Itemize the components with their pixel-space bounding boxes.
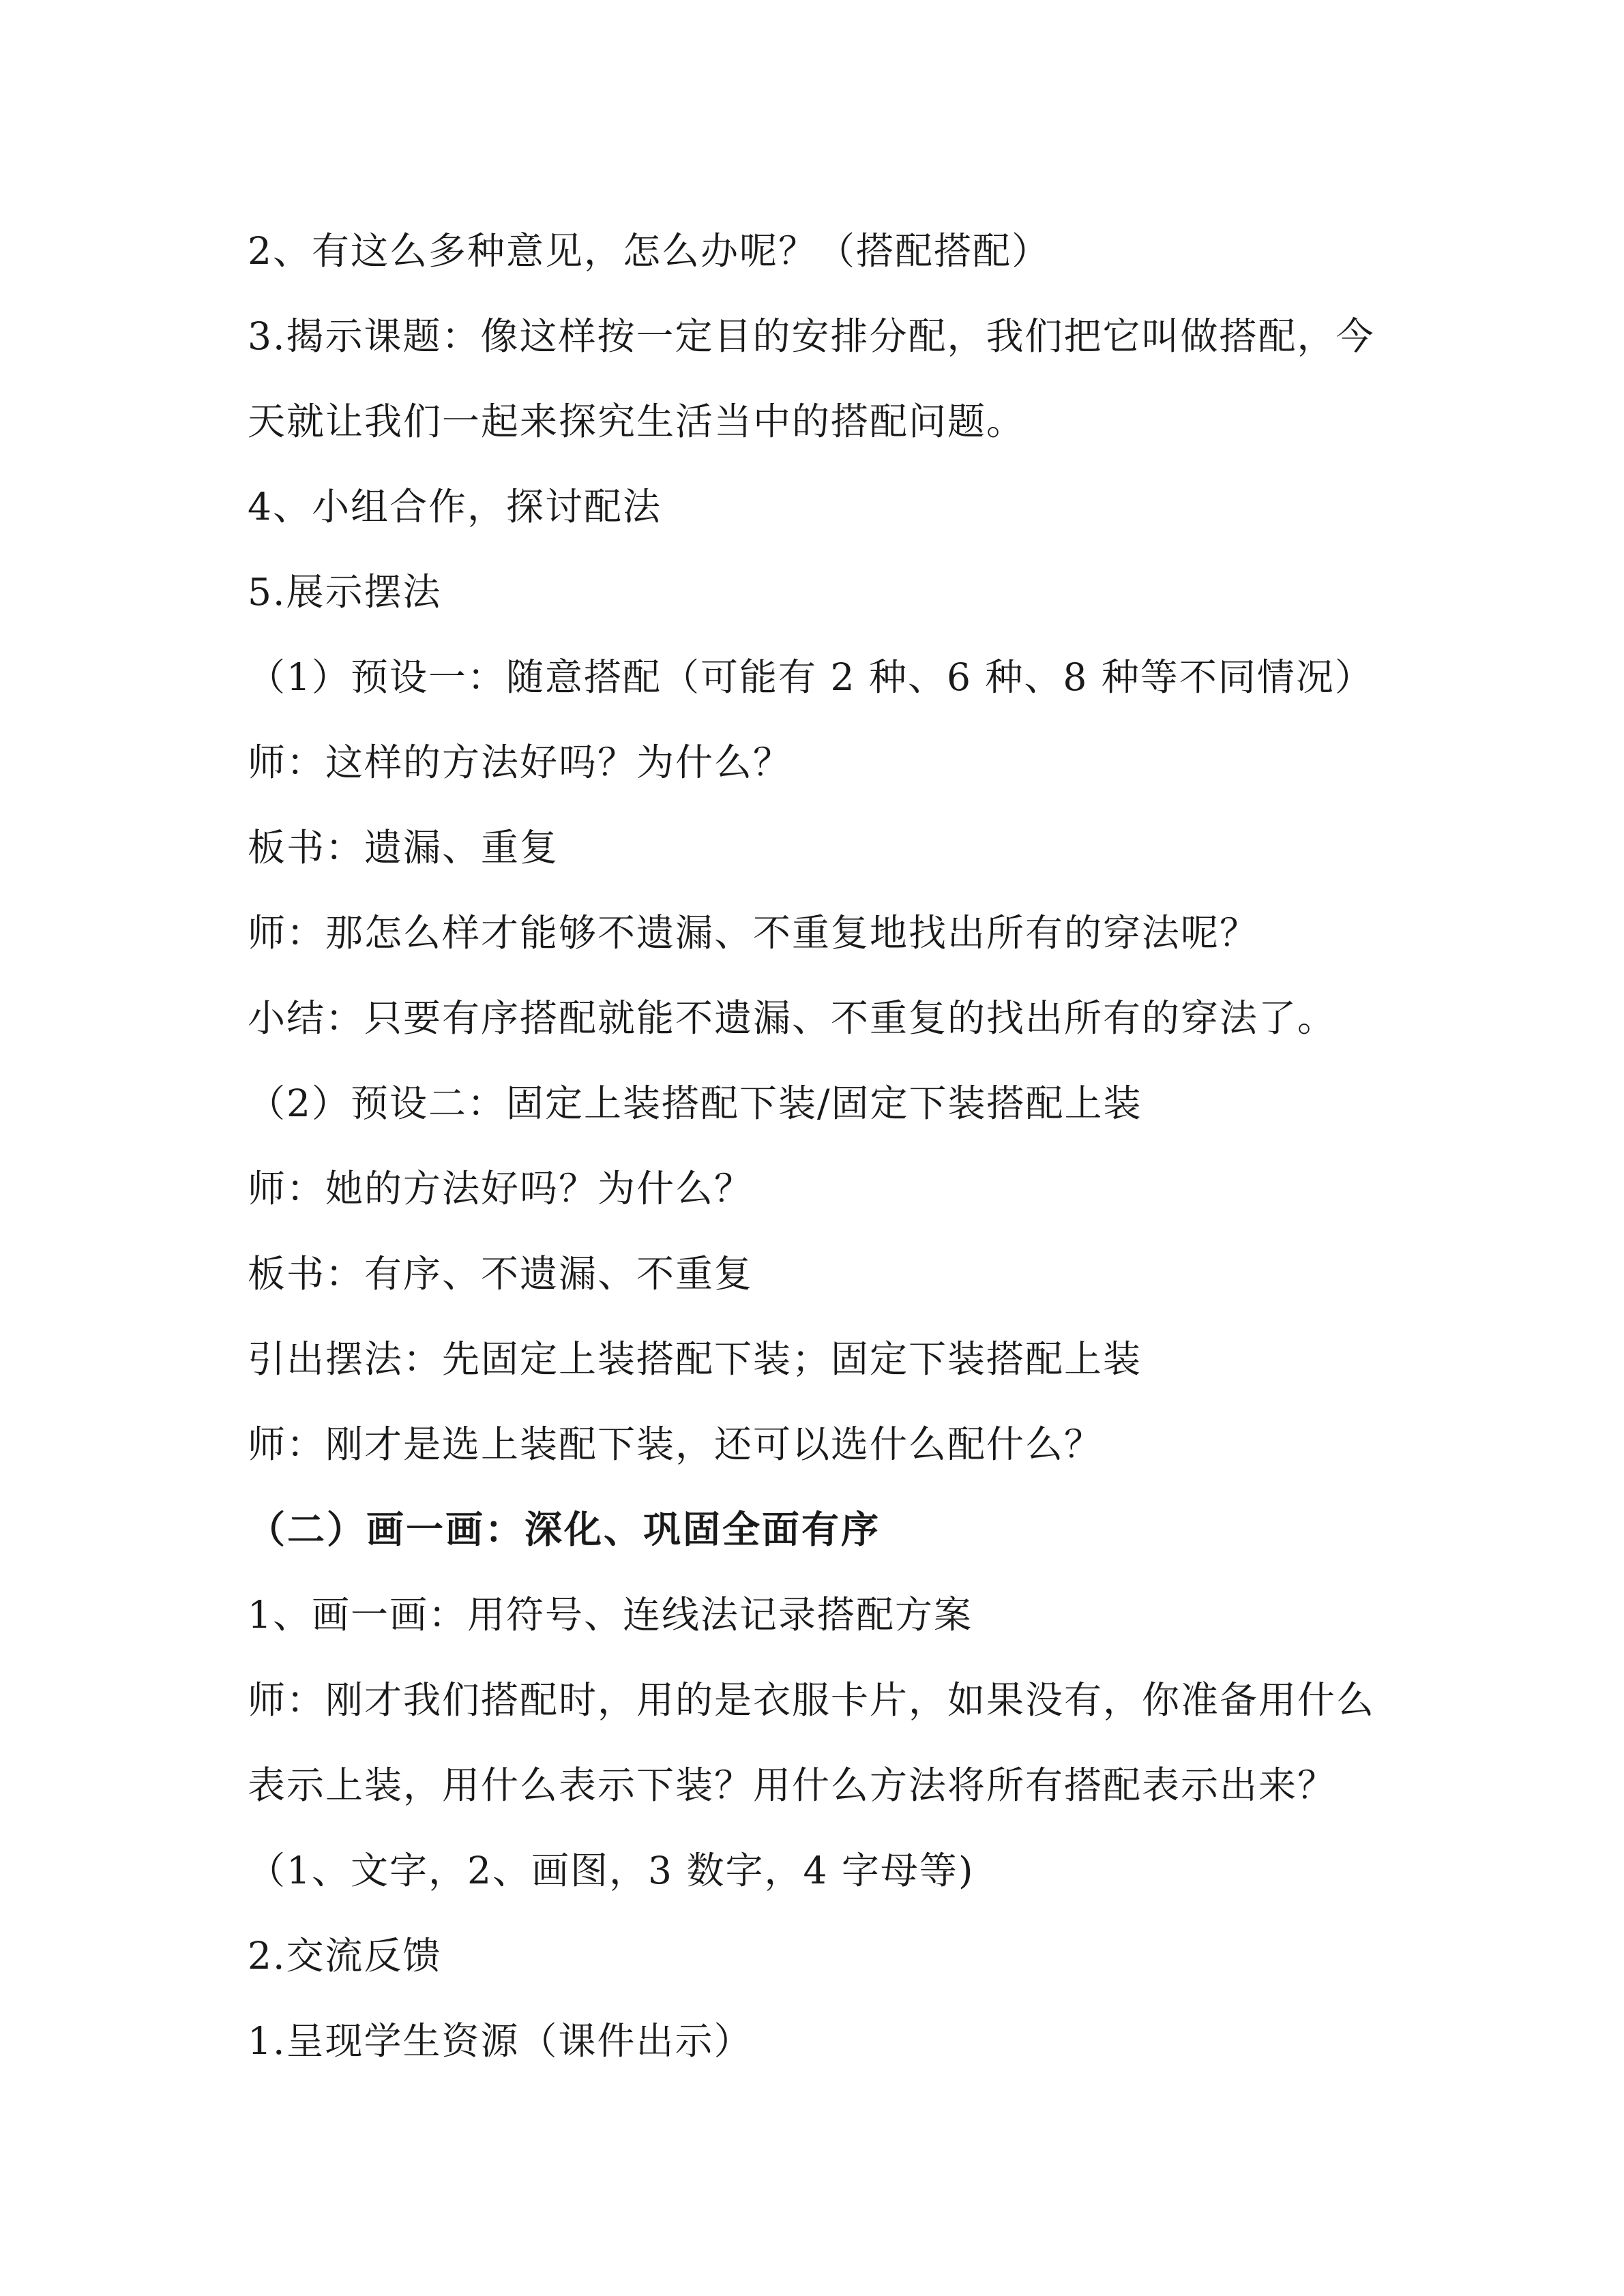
- text-line: 天就让我们一起来探究生活当中的搭配问题。: [248, 400, 1026, 443]
- text-line: 3.揭示课题：像这样按一定目的安排分配，我们把它叫做搭配，今: [248, 314, 1375, 358]
- text-line: 1、画一画：用符号、连线法记录搭配方案: [248, 1593, 973, 1637]
- text-line: 板书：遗漏、重复: [248, 826, 559, 869]
- text-line: 1.呈现学生资源（课件出示）: [248, 2019, 753, 2063]
- text-line: （2）预设二：固定上装搭配下装/固定下装搭配上装: [248, 1082, 1142, 1125]
- text-line: 板书：有序、不遗漏、不重复: [248, 1252, 754, 1296]
- text-line: （1）预设一：随意搭配（可能有 2 种、6 种、8 种等不同情况）: [248, 655, 1374, 699]
- text-line: 师：那怎么样才能够不遗漏、不重复地找出所有的穿法呢？: [248, 911, 1259, 955]
- text-line: 2、有这么多种意见，怎么办呢？（搭配搭配）: [248, 229, 1050, 273]
- text-line: 2.交流反馈: [248, 1934, 442, 1978]
- text-line: 师：刚才我们搭配时，用的是衣服卡片，如果没有，你准备用什么: [248, 1678, 1376, 1722]
- text-line: 师：这样的方法好吗？为什么？: [248, 741, 793, 784]
- section-heading: （二）画一画：深化、巩固全面有序: [248, 1508, 881, 1551]
- text-line: 表示上装，用什么表示下装？用什么方法将所有搭配表示出来？: [248, 1763, 1337, 1807]
- text-line: 师：她的方法好吗？为什么？: [248, 1167, 754, 1210]
- text-line: 4、小组合作，探讨配法: [248, 485, 662, 528]
- text-line: 小结：只要有序搭配就能不遗漏、不重复的找出所有的穿法了。: [248, 996, 1337, 1040]
- text-line: 师：刚才是选上装配下装，还可以选什么配什么？: [248, 1422, 1104, 1466]
- text-line: 5.展示摆法: [248, 570, 442, 614]
- text-line: （1、文字，2、画图，3 数字，4 字母等): [248, 1849, 975, 1892]
- text-line: 引出摆法：先固定上装搭配下装；固定下装搭配上装: [248, 1337, 1142, 1381]
- document-body: [248, 209, 1380, 2084]
